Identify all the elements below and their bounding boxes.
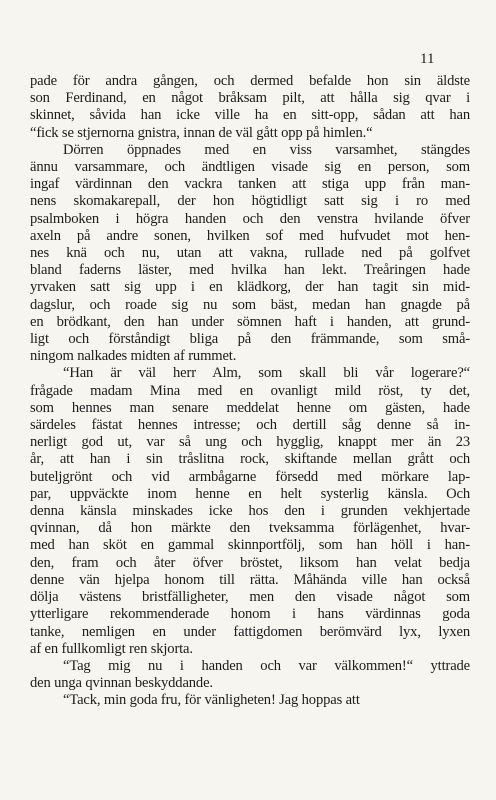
text-line: dölja västens bristfälligheter, men den visade något som bbox=[30, 589, 470, 606]
text-line: qvinnan, då hon märkte den tveksamma förlägenhet, hvar- bbox=[30, 520, 470, 537]
text-line: med han sköt en gammal skinnportfölj, som han höll i han- bbox=[30, 537, 470, 554]
text-line: “Han är väl herr Alm, som skall bli vår logerare?“ bbox=[63, 365, 470, 382]
text-line: par, uppväckte inom henne en helt systerlig känsla. Och bbox=[30, 485, 470, 502]
text-line: “Tack, min goda fru, för vänligheten! Jag hoppas att bbox=[63, 692, 360, 709]
text-line: år, att han i sin tråslitna rock, skiftande mellan grått och bbox=[30, 451, 470, 468]
text-line: ingaf värdinnan den vackra tanken att stiga upp från man- bbox=[30, 176, 470, 193]
text-line: af en fullkomligt ren skjorta. bbox=[30, 640, 193, 657]
text-line: yrvaken satt sig upp i en klädkorg, der han tagit sin mid- bbox=[30, 279, 470, 296]
text-line: son Ferdinand, en något bråksam pilt, att hålla sig qvar i bbox=[30, 90, 470, 107]
text-line: “fick se stjernorna gnistra, innan de väl gått opp på himlen.“ bbox=[30, 124, 373, 141]
text-line: Dörren öppnades med en viss varsamhet, stängdes bbox=[63, 141, 470, 158]
text-line: tanke, nemligen en under fattigdomen berömvärd lyx, lyxen bbox=[30, 623, 470, 640]
text-line: frågade madam Mina med en ovanligt mild röst, ty det, bbox=[30, 382, 470, 399]
text-line: ytterligare rekommenderade honom i hans värdinnas goda bbox=[30, 606, 470, 623]
text-line: särdeles fästat hennes intresse; och dertill såg denne så in- bbox=[30, 417, 470, 434]
text-line: den, fram och åter öfver bröstet, liksom han velat bedja bbox=[30, 554, 470, 571]
text-line: bland faderns läster, med hvilka han lekt. Treåringen hade bbox=[30, 262, 470, 279]
body-text bbox=[30, 73, 470, 710]
text-line: denne vän hjelpa honom till rätta. Måhända ville han också bbox=[30, 571, 470, 588]
text-line: ännu varsammare, och ändtligen visade sig en person, som bbox=[30, 159, 470, 176]
text-line: buteljgrönt och vid armbågarne försedd med mörkare lap- bbox=[30, 468, 470, 485]
text-line: nes knä och nu, utan att vakna, rullade ned på golfvet bbox=[30, 245, 470, 262]
text-line: ningom nalkades midten af rummet. bbox=[30, 348, 237, 365]
page-number: 11 bbox=[420, 51, 435, 67]
text-line: som hennes man senare meddelat henne om gästen, hade bbox=[30, 399, 470, 416]
text-line: ligt och förståndigt bliga på den främmande, som små- bbox=[30, 331, 470, 348]
text-line: en brödkant, den han under sömnen haft i handen, att grund- bbox=[30, 313, 470, 330]
text-line: “Tag mig nu i handen och var välkommen!“ yttrade bbox=[63, 657, 470, 674]
text-line: den unga qvinnan beskyddande. bbox=[30, 675, 213, 692]
text-line: skinnet, såvida han icke ville ha en sitt-opp, sådan att han bbox=[30, 107, 470, 124]
text-line: denna känsla minskades icke hos den i grunden vekhjertade bbox=[30, 503, 470, 520]
text-line: pade för andra gången, och dermed befalde hon sin äldste bbox=[30, 73, 470, 89]
text-line: dagslur, och roade sig nu som bäst, medan han gnagde på bbox=[30, 296, 470, 313]
text-line: psalmboken i högra handen och den venstra hvilande öfver bbox=[30, 210, 470, 227]
text-line: axeln på andre sonen, hvilken sof med hufvudet mot hen- bbox=[30, 227, 470, 244]
text-line: nerligt god ut, var så ung och hygglig, knappt mer än 23 bbox=[30, 434, 470, 451]
text-line: nens skomakarepall, der hon högtidligt satt sig i ro med bbox=[30, 193, 470, 210]
